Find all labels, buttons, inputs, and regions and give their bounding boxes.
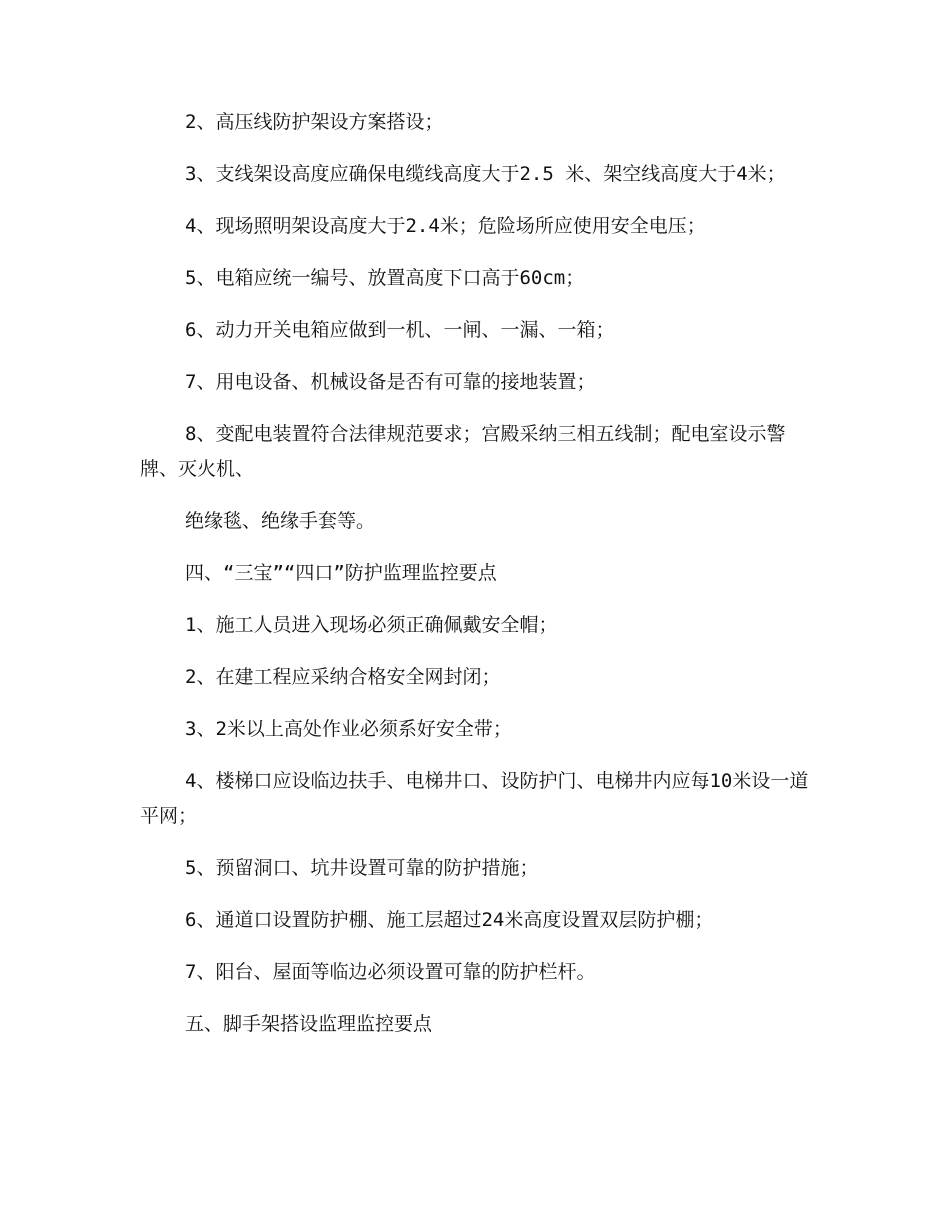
paragraph-item-6b: 6、通道口设置防护棚、施工层超过24米高度设置双层防护棚； xyxy=(185,909,714,931)
paragraph-item-3: 3、支线架设高度应确保电缆线高度大于2.5 米、架空线高度大于4米； xyxy=(185,163,786,185)
paragraph-continuation: 绝缘毯、绝缘手套等。 xyxy=(185,510,376,532)
paragraph-item-4: 4、现场照明架设高度大于2.4米；危险场所应使用安全电压； xyxy=(185,215,706,237)
paragraph-item-5b: 5、预留洞口、坑井设置可靠的防护措施； xyxy=(185,857,539,879)
paragraph-item-1: 1、施工人员进入现场必须正确佩戴安全帽； xyxy=(185,614,558,636)
document-body xyxy=(140,105,820,1059)
paragraph-item-7b: 7、阳台、屋面等临边必须设置可靠的防护栏杆。 xyxy=(185,961,596,983)
paragraph-item-7: 7、用电设备、机械设备是否有可靠的接地装置； xyxy=(185,371,596,393)
paragraph-item-2: 2、高压线防护架设方案搭设； xyxy=(185,111,444,133)
paragraph-item-4b: 4、楼梯口应设临边扶手、电梯井口、设防护门、电梯井内应每10米设一道平网； xyxy=(140,770,809,827)
paragraph-item-8: 8、变配电装置符合法律规范要求；宫殿采纳三相五线制；配电室设示警牌、灭火机、 xyxy=(140,423,786,480)
section-heading-four: 四、“三宝”“四口”防护监理监控要点 xyxy=(185,562,497,584)
paragraph-item-3b: 3、2米以上高处作业必须系好安全带； xyxy=(185,718,512,740)
section-heading-five: 五、脚手架搭设监理监控要点 xyxy=(185,1013,433,1035)
paragraph-item-2b: 2、在建工程应采纳合格安全网封闭； xyxy=(185,666,501,688)
paragraph-item-5: 5、电箱应统一编号、放置高度下口高于60cm； xyxy=(185,267,585,289)
paragraph-item-6: 6、动力开关电箱应做到一机、一闸、一漏、一箱； xyxy=(185,319,615,341)
